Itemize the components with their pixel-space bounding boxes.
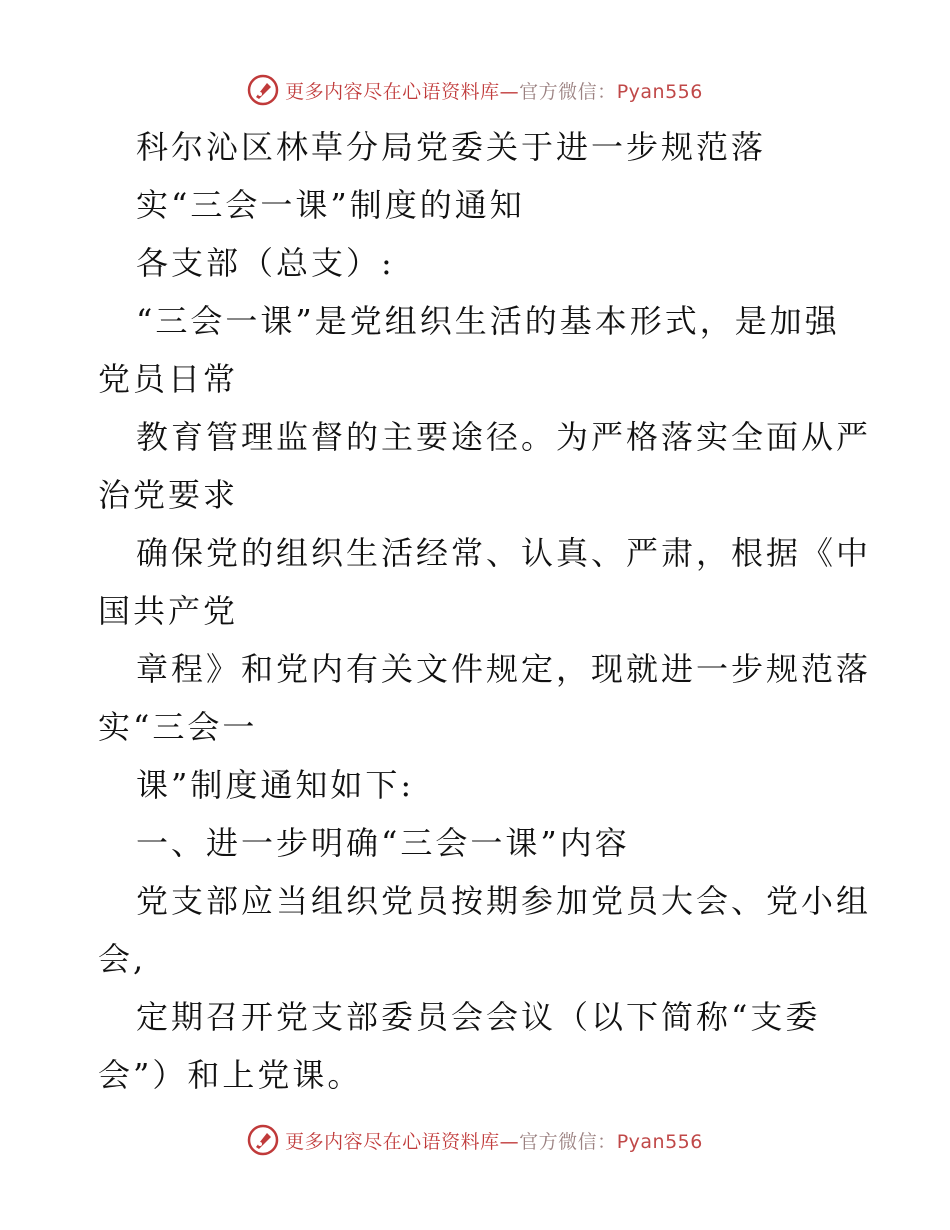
header-banner	[0, 70, 950, 110]
paragraph-line: 实“三会一	[98, 708, 258, 746]
footer-banner-text	[285, 1127, 703, 1154]
header-banner-main: 更多内容尽在心语资料库	[285, 80, 500, 103]
pen-nib-logo-icon	[247, 1124, 279, 1156]
paragraph-line: “三会一课”是党组织生活的基本形式，是加强	[136, 302, 840, 340]
paragraph-line: 党支部应当组织党员按期参加党员大会、党小组	[136, 882, 872, 920]
paragraph-line: 会,	[98, 940, 147, 978]
footer-banner-dash: —	[499, 1130, 520, 1153]
paragraph-line: 定期召开党支部委员会会议（以下简称“支委	[136, 998, 821, 1036]
document-title-line-1: 科尔沁区林草分局党委关于进一步规范落	[136, 128, 767, 166]
paragraph-line: 教育管理监督的主要途径。为严格落实全面从严	[136, 418, 872, 456]
paragraph-line: 章程》和党内有关文件规定，现就进一步规范落	[136, 650, 872, 688]
paragraph-line: 国共产党	[98, 592, 239, 630]
paragraph-line: 课”制度通知如下:	[136, 766, 415, 804]
paragraph-line: 治党要求	[98, 476, 239, 514]
pen-nib-logo-icon	[247, 74, 279, 106]
footer-banner	[0, 1120, 950, 1160]
footer-banner-main: 更多内容尽在心语资料库	[285, 1130, 500, 1153]
document-body	[98, 118, 872, 1104]
section-heading: 一、进一步明确“三会一课”内容	[136, 824, 630, 862]
paragraph-line: 确保党的组织生活经常、认真、严肃，根据《中	[136, 534, 872, 572]
salutation: 各支部（总支）:	[136, 244, 395, 282]
footer-banner-id: Pyan556	[616, 1130, 703, 1153]
header-banner-text	[285, 77, 703, 104]
paragraph-line: 党员日常	[98, 360, 239, 398]
paragraph-line: 会”）和上党课。	[98, 1056, 363, 1094]
document-title-line-2: 实“三会一课”制度的通知	[136, 186, 525, 224]
header-banner-dash: —	[499, 80, 520, 103]
header-banner-id: Pyan556	[616, 80, 703, 103]
footer-banner-label: 官方微信：	[519, 1130, 617, 1153]
header-banner-label: 官方微信：	[519, 80, 617, 103]
